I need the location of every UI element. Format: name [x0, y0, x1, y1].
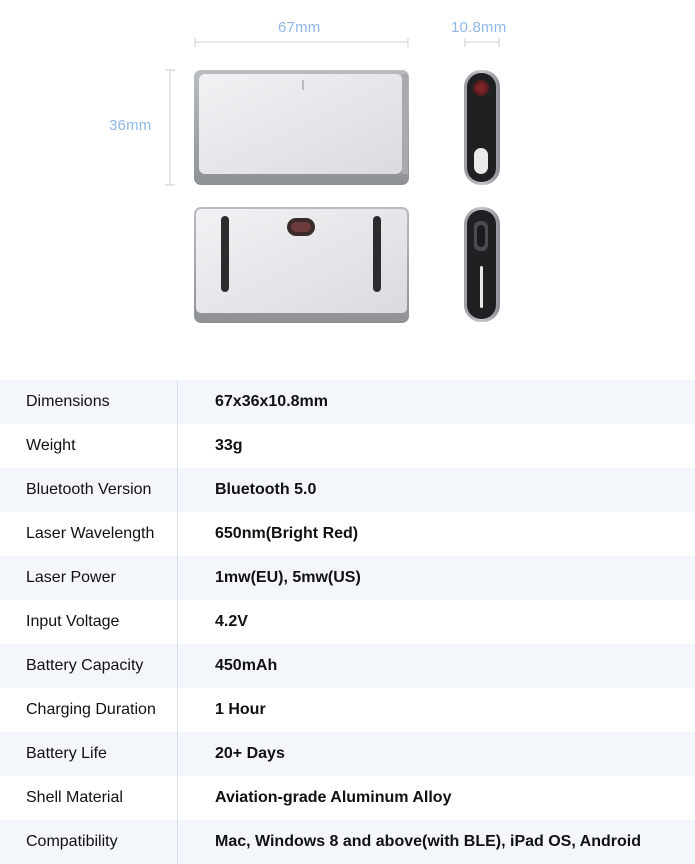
spec-value: 650nm(Bright Red): [215, 525, 359, 542]
spec-key: Laser Power: [26, 569, 116, 586]
spec-value: 4.2V: [215, 613, 248, 630]
spec-value: 1mw(EU), 5mw(US): [215, 569, 361, 586]
height-dimension-label: 36mm: [109, 117, 152, 134]
depth-dimension-label: 10.8mm: [451, 19, 507, 36]
product-views-drawing: [0, 0, 695, 380]
spec-value: 450mAh: [215, 657, 278, 674]
spec-value: 20+ Days: [215, 745, 285, 762]
spec-value: 1 Hour: [215, 701, 266, 718]
spec-row: [0, 688, 695, 732]
spec-key: Laser Wavelength: [26, 525, 155, 542]
spec-table: [0, 380, 695, 864]
spec-key: Dimensions: [26, 393, 110, 410]
spec-value: 33g: [215, 437, 243, 454]
spec-row: [0, 644, 695, 688]
spec-row: [0, 380, 695, 424]
spec-key: Shell Material: [26, 789, 123, 806]
spec-key: Compatibility: [26, 833, 118, 850]
width-dimension-line: [195, 38, 408, 47]
spec-value: Aviation-grade Aluminum Alloy: [215, 789, 452, 806]
depth-dimension-line: [465, 38, 499, 47]
device-side-view-bottom: [464, 207, 500, 322]
spec-row: [0, 468, 695, 512]
spec-value: 67x36x10.8mm: [215, 393, 328, 410]
spec-value: Bluetooth 5.0: [215, 481, 317, 498]
spec-row: [0, 820, 695, 864]
spec-key: Battery Capacity: [26, 657, 144, 674]
column-divider: [177, 380, 178, 864]
spec-value: Mac, Windows 8 and above(with BLE), iPad OS, Android: [215, 833, 641, 850]
device-front-view: [194, 70, 409, 185]
device-side-view-top: [464, 70, 500, 185]
spec-row: [0, 424, 695, 468]
spec-key: Battery Life: [26, 745, 107, 762]
spec-key: Bluetooth Version: [26, 481, 152, 498]
spec-row: [0, 600, 695, 644]
spec-row: [0, 776, 695, 820]
product-dimensions-figure: [0, 0, 695, 380]
height-dimension-line: [165, 70, 175, 185]
spec-row: [0, 512, 695, 556]
spec-row: [0, 556, 695, 600]
spec-key: Input Voltage: [26, 613, 120, 630]
width-dimension-label: 67mm: [278, 19, 321, 36]
device-back-view: [194, 207, 409, 323]
spec-key: Charging Duration: [26, 701, 156, 718]
spec-row: [0, 732, 695, 776]
spec-key: Weight: [26, 437, 76, 454]
